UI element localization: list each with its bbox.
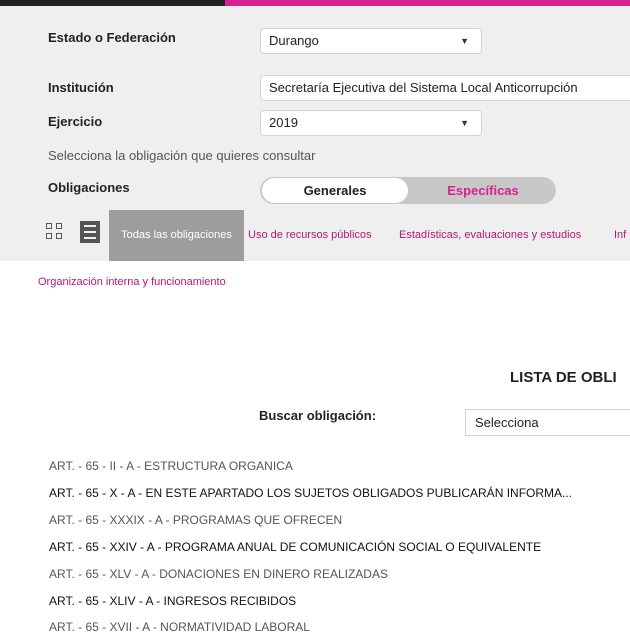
tab-organizacion-interna[interactable]: Organización interna y funcionamiento [38,276,226,288]
toggle-especificas[interactable]: Específicas [447,183,519,198]
tab-uso-de-recursos-publicos[interactable]: Uso de recursos públicos [248,229,372,241]
obligaciones-label: Obligaciones [48,180,130,195]
obligation-row[interactable]: ART. - 65 - XXXIX - A - PROGRAMAS QUE OFRECEN [49,513,343,527]
grid-view-icon[interactable] [46,223,64,241]
list-view-icon[interactable] [80,221,100,243]
obligation-hint: Selecciona la obligación que quieres consultar [48,148,316,163]
obligation-row[interactable]: ART. - 65 - XXIV - A - PROGRAMA ANUAL DE COMUNICACIÓN SOCIAL O EQUIVALENTE [49,540,542,554]
obligation-row[interactable]: ART. - 65 - XLV - A - DONACIONES EN DINERO REALIZADAS [49,567,388,581]
obligaciones-toggle[interactable] [260,177,556,204]
ejercicio-label: Ejercicio [48,114,103,129]
search-obligation-select[interactable] [465,409,630,436]
obligation-row[interactable]: ART. - 65 - XLIV - A - INGRESOS RECIBIDOS [49,594,297,608]
tab-todas-las-obligaciones[interactable]: Todas las obligaciones [109,210,244,261]
obligation-row[interactable]: ART. - 65 - II - A - ESTRUCTURA ORGANICA [49,459,293,473]
obligation-row[interactable]: ART. - 65 - X - A - EN ESTE APARTADO LOS SUJETOS OBLIGADOS PUBLICARÁN INFORMA... [49,486,573,500]
list-title: LISTA DE OBLI [510,369,617,386]
estado-select[interactable] [260,28,482,54]
tab-estadisticas-evaluaciones[interactable]: Estadísticas, evaluaciones y estudios [399,229,582,241]
ejercicio-select[interactable] [260,110,482,136]
institucion-label: Institución [48,80,114,95]
search-select-value: Selecciona [475,415,539,430]
estado-label: Estado o Federación [48,30,176,45]
institucion-select[interactable] [260,75,630,101]
obligation-row[interactable]: ART. - 65 - XVII - A - NORMATIVIDAD LABORAL [49,620,310,634]
search-label: Buscar obligación: [259,408,377,423]
institucion-select-value: Secretaría Ejecutiva del Sistema Local Anticorrupción [269,80,578,95]
chevron-down-icon: ▼ [460,118,469,128]
toggle-generales[interactable]: Generales [262,178,408,203]
estado-select-value: Durango [269,33,319,48]
chevron-down-icon: ▼ [460,36,469,46]
tab-informacion-truncated[interactable]: Inf [614,229,627,241]
ejercicio-select-value: 2019 [269,115,298,130]
